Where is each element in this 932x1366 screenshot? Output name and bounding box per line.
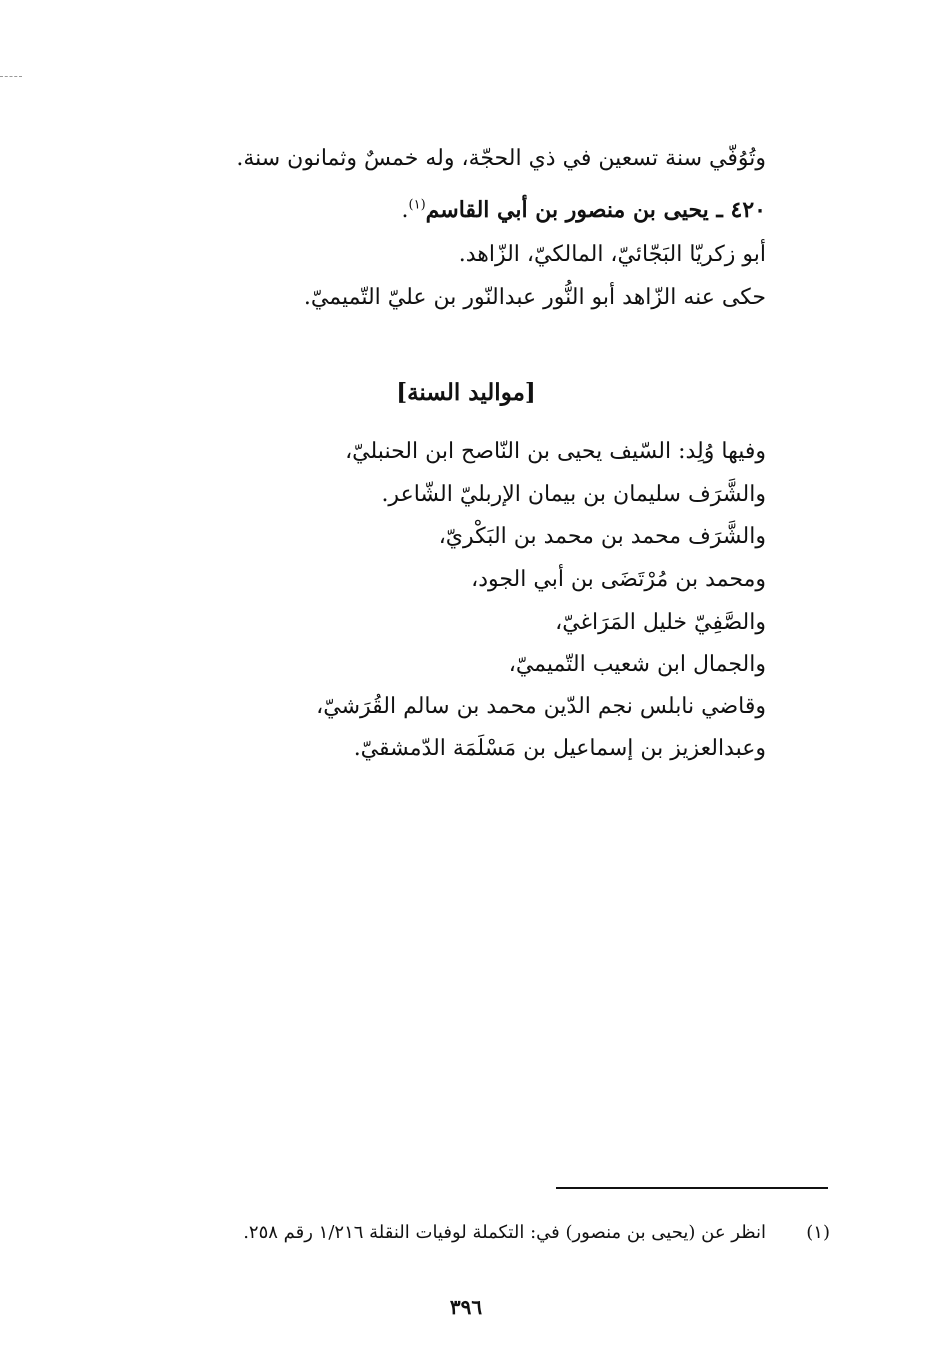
page-number: ٣٩٦	[449, 1295, 483, 1319]
entry-title: ٤٢٠ ـ يحيى بن منصور بن أبي القاسم	[425, 197, 766, 223]
births-line: والشَّرَف سليمان بن بيمان الإربليّ الشّاعر.	[381, 482, 766, 507]
scan-edge-mark	[0, 76, 22, 77]
death-line: وتُوُفّي سنة تسعين في ذي الحجّة، وله خمسٌ وثمانون سنة.	[236, 146, 766, 171]
births-line: وفيها وُلِد: السّيف يحيى بن النّاصح ابن الحنبليّ،	[345, 439, 766, 464]
footnote-separator	[556, 1187, 828, 1189]
entry-heading	[402, 195, 766, 226]
footnote-number: (١)	[806, 1222, 830, 1243]
births-line: والجمال ابن شعيب التّميميّ،	[508, 652, 766, 677]
section-heading: [مواليد السنة]	[396, 379, 536, 406]
births-line: وعبدالعزيز بن إسماعيل بن مَسْلَمَة الدّمشقيّ.	[353, 736, 766, 761]
footnote-text: انظر عن (يحيى بن منصور) في: التكملة لوفيات النقلة ١/٢١٦ رقم ٢٥٨.	[243, 1222, 766, 1243]
births-line: والشَّرَف محمد بن محمد بن البَكْريّ،	[438, 524, 766, 549]
narration-line: حكى عنه الزّاهد أبو النُّور عبدالنّور بن عليّ التّميميّ.	[303, 285, 766, 310]
entry-title-period: .	[401, 198, 409, 223]
births-line: والصَّفِيّ خليل المَرَاغيّ،	[555, 610, 766, 635]
births-line: وقاضي نابلس نجم الدّين محمد بن سالم القُرَشيّ،	[316, 694, 766, 719]
kunya-line: أبو زكريّا البَجّائيّ، المالكيّ، الزّاهد.	[458, 242, 766, 267]
births-line: ومحمد بن مُرْتَضَى بن أبي الجود،	[471, 567, 766, 592]
footnote-ref-marker[interactable]: (١)	[408, 197, 426, 213]
